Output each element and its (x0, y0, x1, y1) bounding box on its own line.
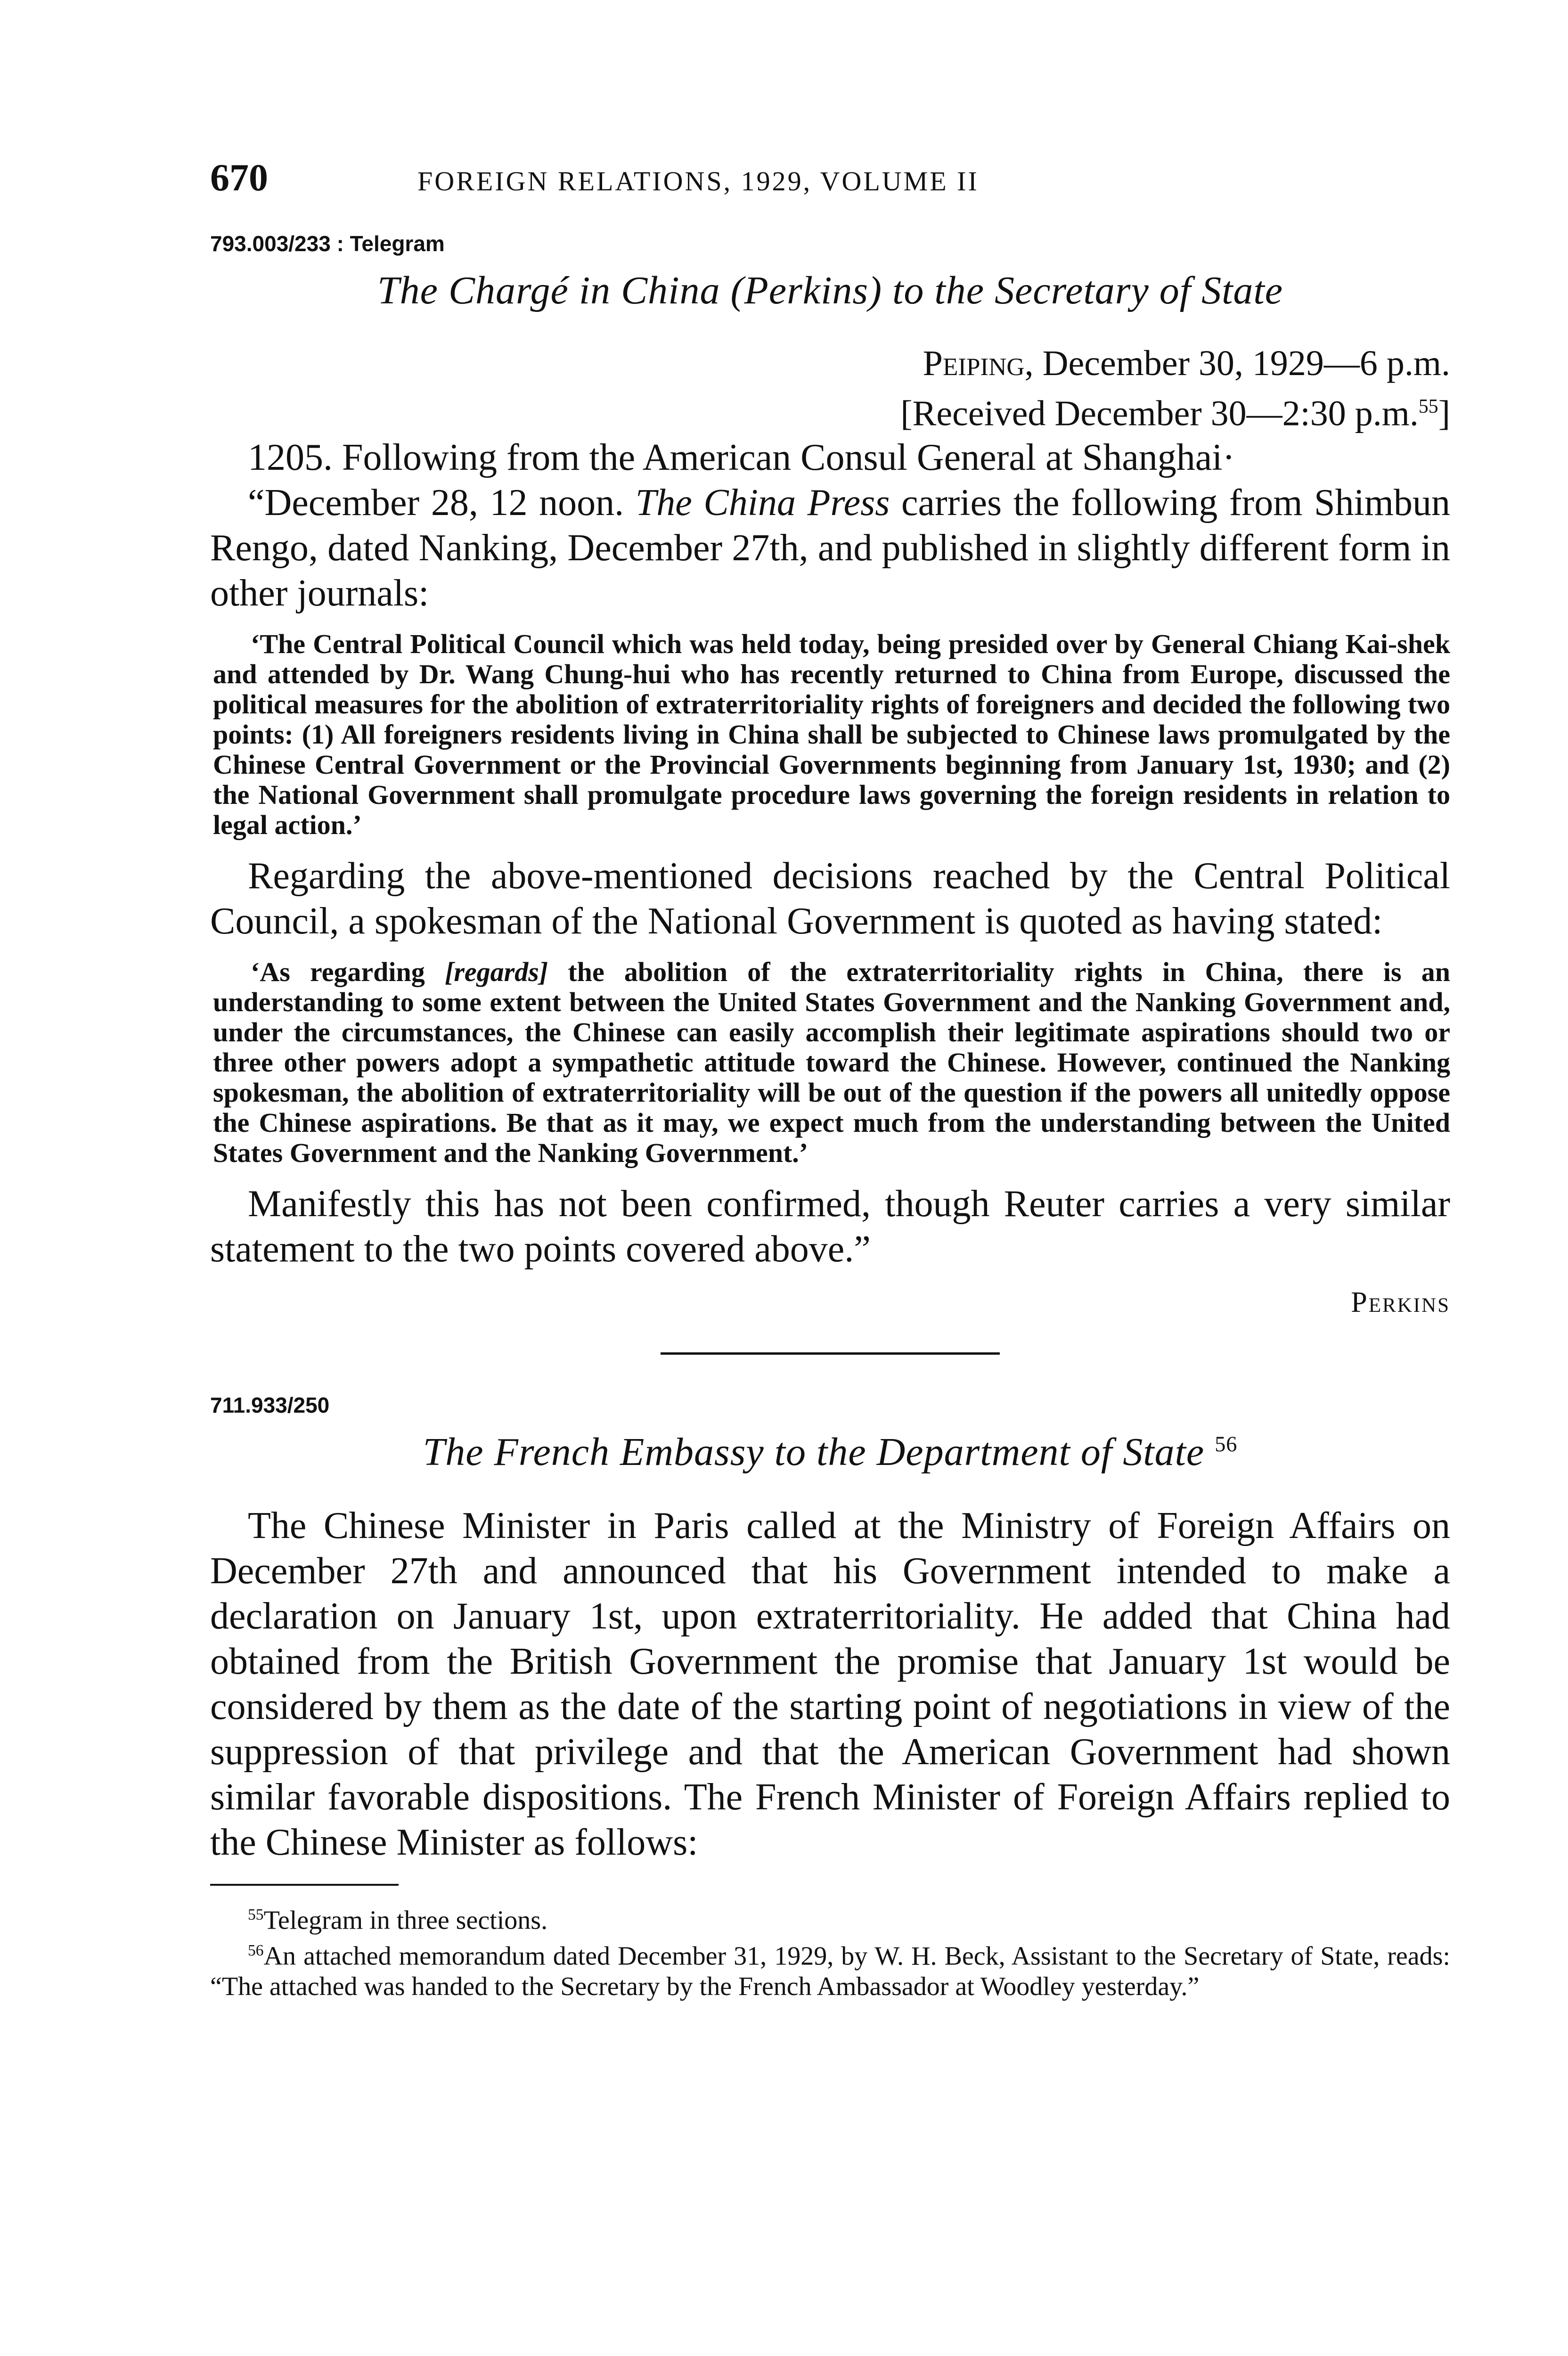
document-title: The Chargé in China (Perkins) to the Secretary of State (377, 269, 1283, 312)
received-line: [Received December 30—2:30 p.m.$^{55}$] (900, 393, 1450, 434)
place-date (210, 342, 1450, 385)
running-title: FOREIGN RELATIONS, 1929, VOLUME II (417, 166, 979, 196)
paragraph: “December 28, 12 noon. The China Press carries the following from Shimbun Rengo, dated Nanking, December 27th, and published in slightly different form in other journals: (210, 482, 1451, 614)
place: Peiping (923, 344, 1025, 383)
newspaper-name: The China Press (635, 482, 890, 524)
footnote-ref: 56 (1215, 1432, 1238, 1456)
footnote: $^{56}$An attached memorandum dated December 31, 1929, by W. H. Beck, Assistant to the Secretary of State, reads: “The attached was handed to the Secretary by the French Ambassador at Woodley yesterday.” (210, 1941, 1450, 2001)
document-title: The French Embassy to the Department of State $^{56}$ (423, 1430, 1238, 1474)
paragraph: Manifestly this has not been confirmed, though Reuter carries a very similar statement to the two points covered above.” (210, 1183, 1450, 1270)
paragraph: 1205. Following from the American Consul General at Shanghai· (248, 437, 1235, 479)
document-page (210, 155, 1450, 2002)
signature: Perkins (1351, 1286, 1450, 1319)
block-quote: ‘The Central Political Council which was held today, being presided over by General Chiang Kai-shek and attended by Dr. Wang Chung-hui who has recently returned to China from Europe, discussed the political measures for the abolition of extraterritoriality rights of foreigners and decided the following two points: (1) All foreigners residents living in China shall be subjected to Chinese laws promulgated by the Chinese Central Government or the Provincial Governments beginning from January 1st, 1930; and (2) the National Government shall promulgate procedure laws governing the foreign residents in relation to legal action.’ (213, 629, 1450, 841)
footnote: $^{55}$Telegram in three sections. (248, 1906, 548, 1935)
dateline (210, 342, 1450, 435)
section-divider (661, 1352, 1000, 1355)
page-header (210, 155, 1450, 203)
paragraph: The Chinese Minister in Paris called at the Ministry of Foreign Affairs on December 27th and announced that his Government intended to make a declaration on January 1st, upon extraterritoriality. He added that China had obtained from the British Government the promise that January 1st would be considered by them as the date of the starting point of negotiations in view of the suppression of that privilege and that the American Government had shown similar favorable dispositions. The French Minister of Foreign Affairs replied to the Chinese Minister as follows: (210, 1505, 1450, 1864)
footnote-ref: 55 (1418, 396, 1438, 417)
block-quote: ‘As regarding [regards] the abolition of the extraterritoriality rights in China, there is an understanding to some extent between the United States Government and the Nanking Government and, under the circumstances, the Chinese can easily accomplish their legitimate aspirations should two or three other powers adopt a sympathetic attitude toward the Chinese. However, continued the Nanking spokesman, the abolition of extraterritoriality will be out of the question if the powers all unitedly oppose the Chinese aspirations. Be that as it may, we expect much from the understanding between the United States Government and the Nanking Government.’ (213, 957, 1450, 1169)
date: , December 30, 1929—6 p.m. (1024, 344, 1450, 383)
file-number: 711.933/250 (210, 1393, 330, 1418)
page-number: 670 (210, 156, 268, 199)
paragraph: Regarding the above-mentioned decisions reached by the Central Political Council, a spokesman of the National Government is quoted as having stated: (210, 855, 1450, 942)
footnote-divider (210, 1884, 399, 1886)
file-number: 793.003/233 : Telegram (210, 231, 445, 256)
